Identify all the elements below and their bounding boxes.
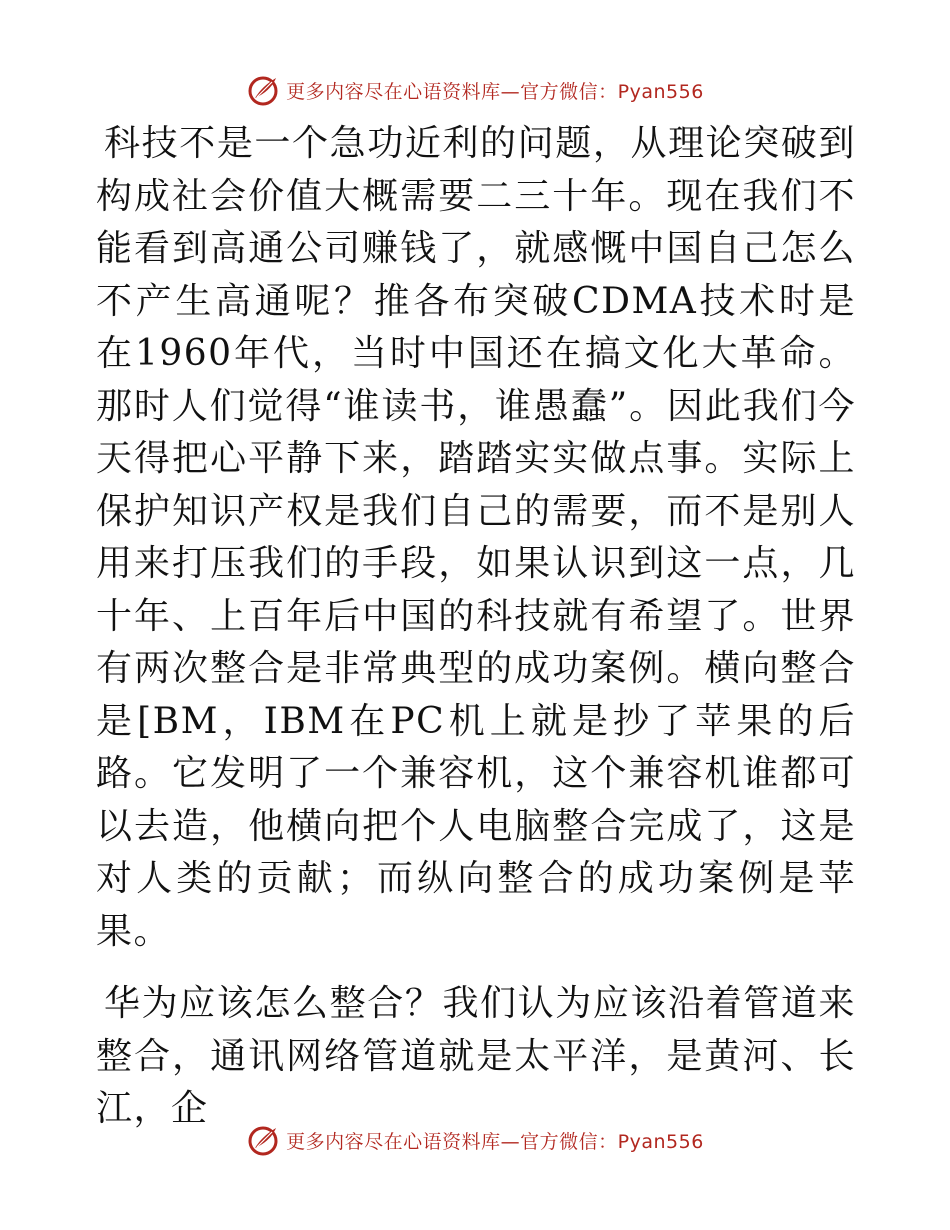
feather-logo-icon — [246, 1122, 282, 1158]
header-watermark — [0, 70, 950, 110]
footer-watermark-text: 更多内容尽在心语资料库—官方微信：Pyan556 — [286, 1130, 704, 1153]
paragraph-2: 华为应该怎么整合？我们认为应该沿着管道来整合，通讯网络管道就是太平洋，是黄河、长江，企 — [96, 983, 856, 1129]
paragraph-1: 科技不是一个急功近利的问题，从理论突破到构成社会价值大概需要二三十年。现在我们不能看到高通公司赚钱了，就感慨中国自己怎么不产生高通呢？推各布突破CDMA技术时是在1960年代，当时中国还在搞文化大革命。那时人们觉得“谁读书，谁愚蠢”。因此我们今天得把心平静下来，踏踏实实做点事。实际上保护知识产权是我们自己的需要，而不是别人用来打压我们的手段，如果认识到这一点，几十年、上百年后中国的科技就有希望了。世界有两次整合是非常典型的成功案例。横向整合是[BM，IBM在PC机上就是抄了苹果的后路。它发明了一个兼容机，这个兼容机谁都可以去造，他横向把个人电脑整合完成了，这是对人类的贡献；而纵向整合的成功案例是苹果。 — [96, 123, 856, 952]
document-body — [96, 118, 856, 1136]
header-watermark-text: 更多内容尽在心语资料库—官方微信：Pyan556 — [286, 80, 704, 103]
feather-logo-icon — [246, 72, 282, 108]
footer-watermark — [0, 1120, 950, 1160]
